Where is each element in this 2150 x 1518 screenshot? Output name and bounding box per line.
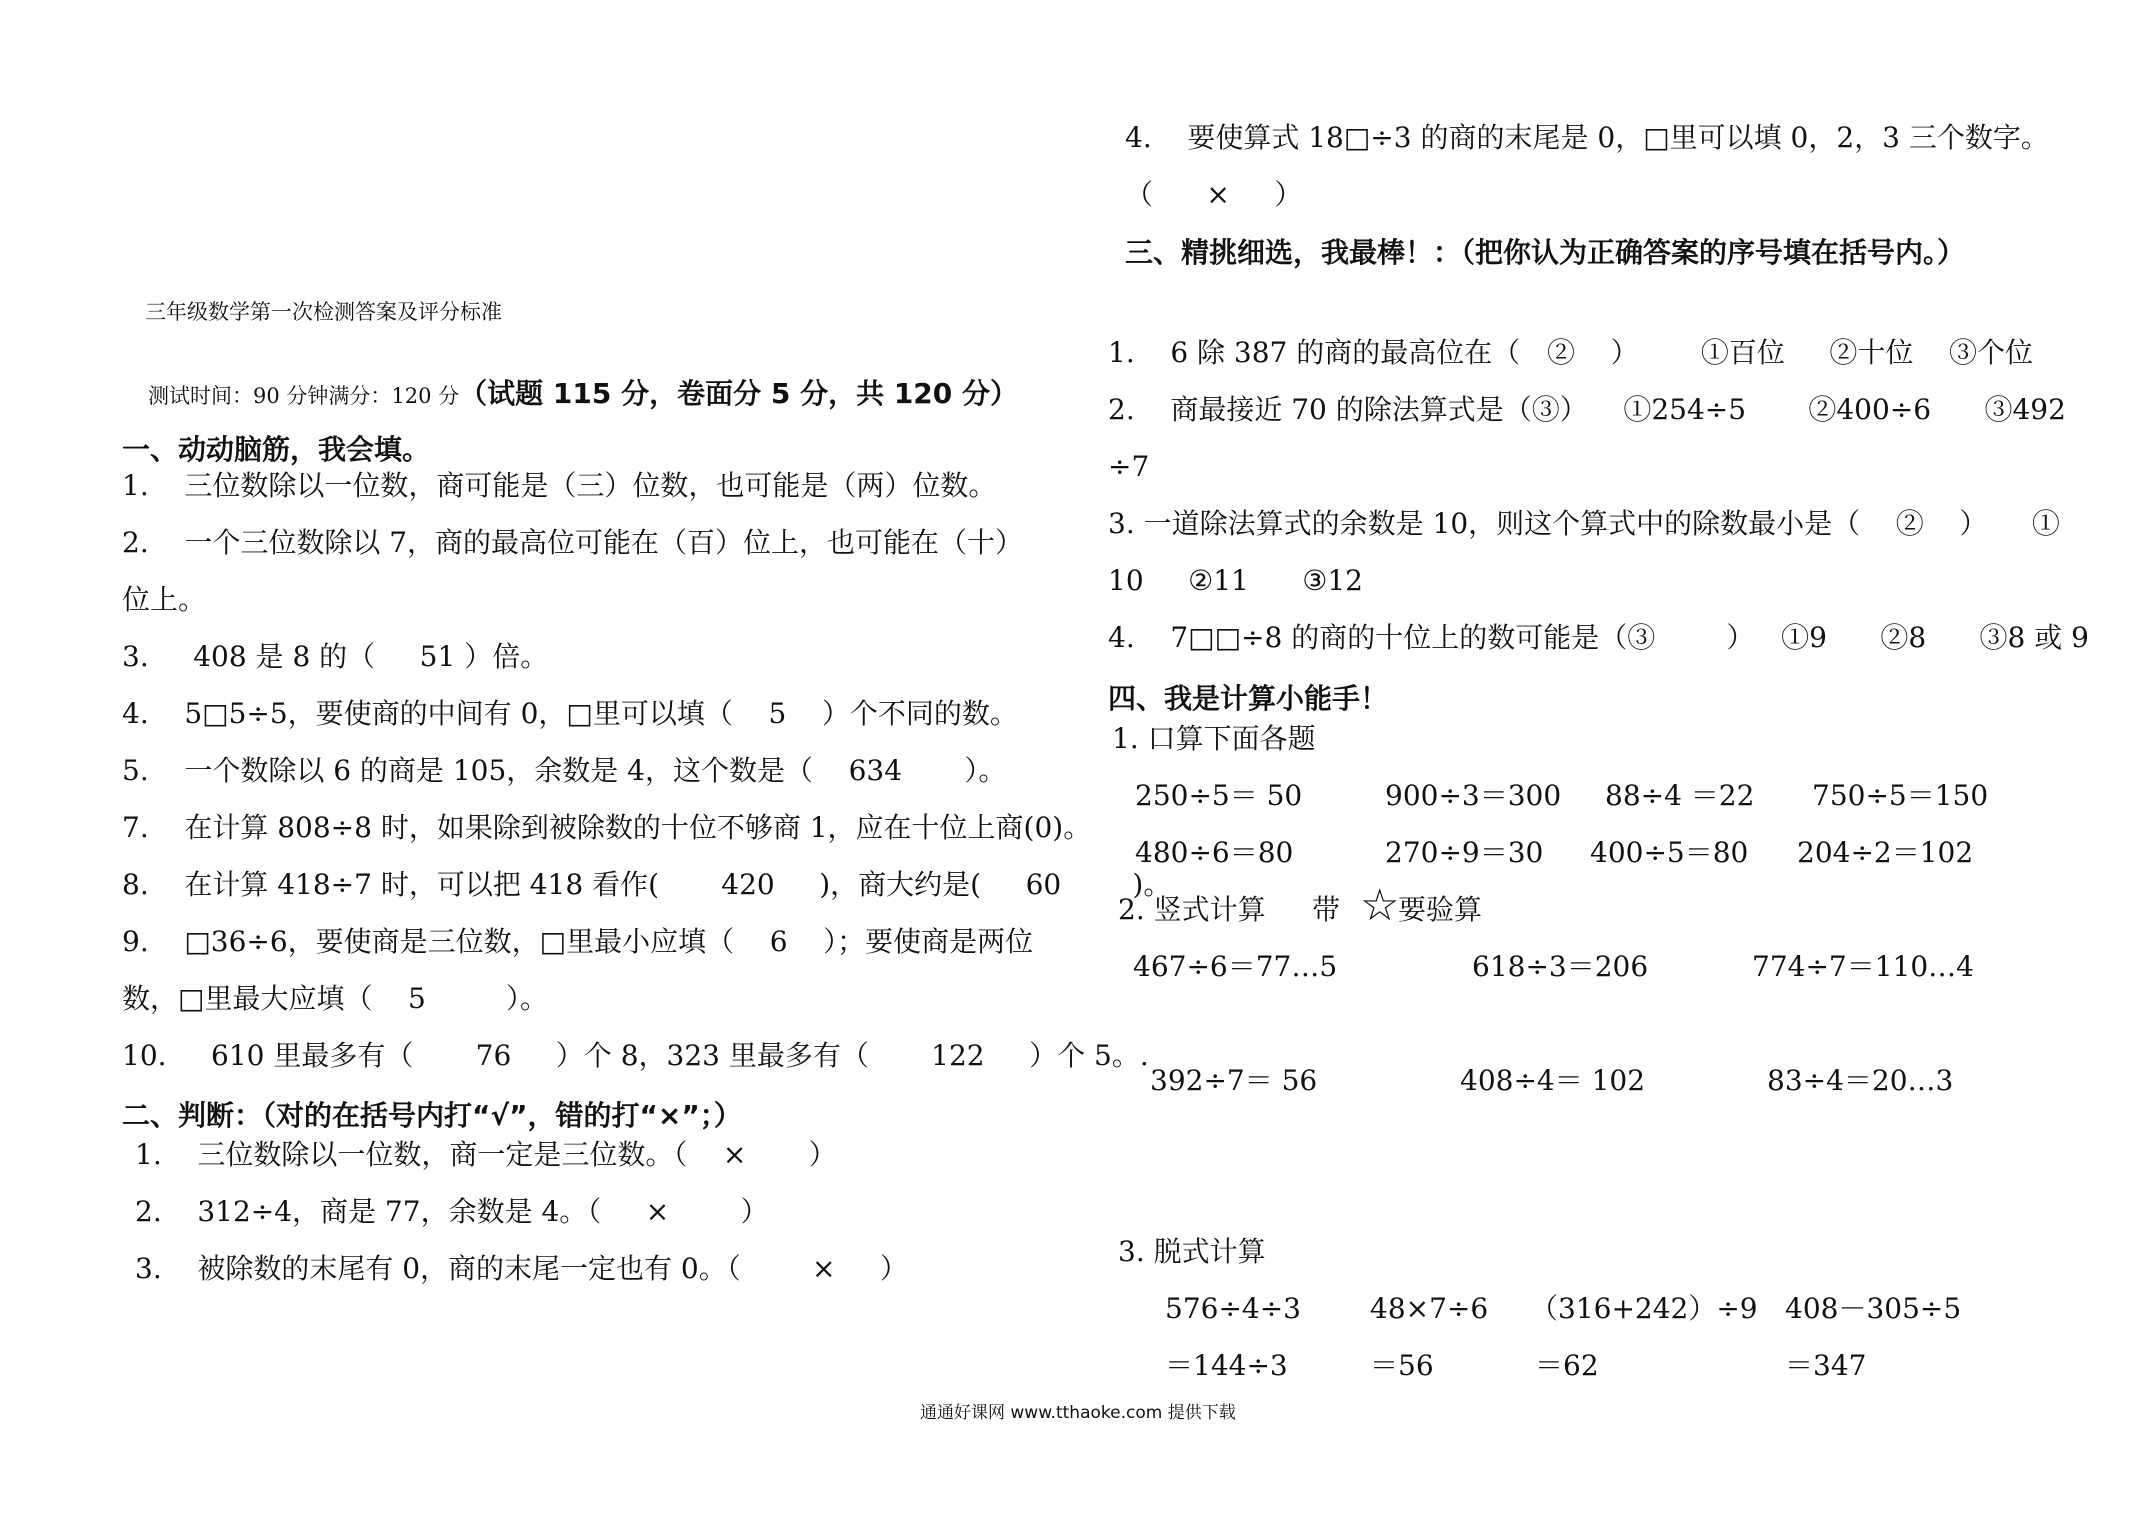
s1-line: 5. 一个数除以 6 的商是 105，余数是 4，这个数是（ 634 ）。 bbox=[122, 754, 1007, 787]
stepwise-answer: ＝56 bbox=[1370, 1349, 1434, 1382]
test-info bbox=[148, 377, 1019, 410]
stepwise-answer: ＝347 bbox=[1785, 1349, 1867, 1382]
s3-line: 10 ②11 ③12 bbox=[1108, 564, 1363, 597]
s1-line: 位上。 bbox=[122, 583, 207, 616]
section4-heading: 四、我是计算小能手！ bbox=[1108, 682, 1389, 715]
footer-credit: 通通好课网 www.tthaoke.com 提供下载 bbox=[920, 1403, 1236, 1423]
s2-line: 4. 要使算式 18□÷3 的商的末尾是 0，□里可以填 0，2，3 三个数字。 bbox=[1125, 121, 2049, 154]
vertical-item: 618÷3＝206 bbox=[1472, 950, 1649, 983]
s2-line: 1. 三位数除以一位数，商一定是三位数。（ × ） bbox=[135, 1138, 837, 1171]
s2-line: 2. 312÷4，商是 77，余数是 4。（ × ） bbox=[135, 1195, 769, 1228]
s1-line: 8. 在计算 418÷7 时，可以把 418 看作( 420 )，商大约是( 60 )。 bbox=[122, 868, 1172, 901]
vertical-item: 83÷4＝20…3 bbox=[1767, 1064, 1954, 1097]
s3-line: 2. 商最接近 70 的除法算式是（③） ①254÷5 ②400÷6 ③492 bbox=[1108, 393, 2066, 426]
stepwise-answer: ＝144÷3 bbox=[1165, 1349, 1288, 1382]
document-title: 三年级数学第一次检测答案及评分标准 bbox=[145, 300, 502, 324]
s2-line: （ × ） bbox=[1125, 178, 1303, 211]
s3-line: ÷7 bbox=[1108, 450, 1150, 483]
stepwise-problem: 408－305÷5 bbox=[1785, 1292, 1962, 1325]
vertical-item: 392÷7＝ 56 bbox=[1150, 1064, 1318, 1097]
s1-line: 4. 5□5÷5，要使商的中间有 0，□里可以填（ 5 ）个不同的数。 bbox=[122, 697, 1018, 730]
oral-item: 204÷2＝102 bbox=[1797, 836, 1974, 869]
s1-line: 9. □36÷6，要使商是三位数，□里最小应填（ 6 ）；要使商是两位 bbox=[122, 925, 1034, 958]
oral-item: 270÷9＝30 bbox=[1385, 836, 1544, 869]
vertical-calc-note-suffix: 要验算 bbox=[1398, 893, 1483, 926]
s3-line: 4. 7□□÷8 的商的十位上的数可能是（③ ） ①9 ②8 ③8 或 9 bbox=[1108, 621, 2089, 654]
oral-item: 400÷5＝80 bbox=[1590, 836, 1749, 869]
star-outline-icon: ☆ bbox=[1360, 880, 1400, 931]
section1-heading: 一、动动脑筋，我会填。 bbox=[122, 433, 431, 466]
vertical-item: 408÷4＝ 102 bbox=[1460, 1064, 1646, 1097]
vertical-calc-note-prefix: 带 bbox=[1312, 893, 1341, 926]
s1-line: 1. 三位数除以一位数，商可能是（三）位数，也可能是（两）位数。 bbox=[122, 469, 997, 502]
section3-heading: 三、精挑细选，我最棒！：（把你认为正确答案的序号填在括号内。） bbox=[1125, 236, 1966, 269]
oral-item: 480÷6＝80 bbox=[1135, 836, 1294, 869]
s1-line: 3. 408 是 8 的（ 51 ）倍。 bbox=[122, 640, 549, 673]
s3-line: 1. 6 除 387 的商的最高位在（ ② ） ①百位 ②十位 ③个位 bbox=[1108, 336, 2033, 369]
oral-item: 250÷5＝ 50 bbox=[1135, 779, 1303, 812]
s1-line: 10. 610 里最多有（ 76 ）个 8，323 里最多有（ 122 ）个 5。. bbox=[122, 1039, 1149, 1072]
s1-line: 2. 一个三位数除以 7，商的最高位可能在（百）位上，也可能在（十） bbox=[122, 526, 1024, 559]
stepwise-problem: 576÷4÷3 bbox=[1165, 1292, 1301, 1325]
oral-item: 88÷4 ＝22 bbox=[1605, 779, 1755, 812]
test-info-plain: 测试时间：90 分钟满分：120 分 bbox=[148, 384, 460, 408]
oral-item: 900÷3＝300 bbox=[1385, 779, 1562, 812]
s1-line: 数，□里最大应填（ 5 ）。 bbox=[122, 982, 548, 1015]
test-info-bold: （试题 115 分，卷面分 5 分，共 120 分） bbox=[459, 377, 1019, 410]
oral-calc-title: 1. 口算下面各题 bbox=[1112, 722, 1316, 755]
stepwise-problem: 48×7÷6 bbox=[1370, 1292, 1489, 1325]
stepwise-problem: （316+242）÷9 bbox=[1530, 1292, 1758, 1325]
s3-line: 3. 一道除法算式的余数是 10，则这个算式中的除数最小是（ ② ） ① bbox=[1108, 507, 2060, 540]
s1-line: 7. 在计算 808÷8 时，如果除到被除数的十位不够商 1，应在十位上商(0)。 bbox=[122, 811, 1092, 844]
oral-item: 750÷5＝150 bbox=[1812, 779, 1989, 812]
vertical-calc-title: 2. 竖式计算 bbox=[1118, 893, 1266, 926]
s2-line: 3. 被除数的末尾有 0，商的末尾一定也有 0。（ × ） bbox=[135, 1252, 908, 1285]
vertical-item: 467÷6＝77…5 bbox=[1133, 950, 1338, 983]
vertical-item: 774÷7＝110…4 bbox=[1752, 950, 1974, 983]
stepwise-answer: ＝62 bbox=[1535, 1349, 1599, 1382]
stepwise-calc-title: 3. 脱式计算 bbox=[1118, 1235, 1266, 1268]
section2-heading: 二、判断：（对的在括号内打“√”，错的打“×”；） bbox=[122, 1099, 742, 1132]
